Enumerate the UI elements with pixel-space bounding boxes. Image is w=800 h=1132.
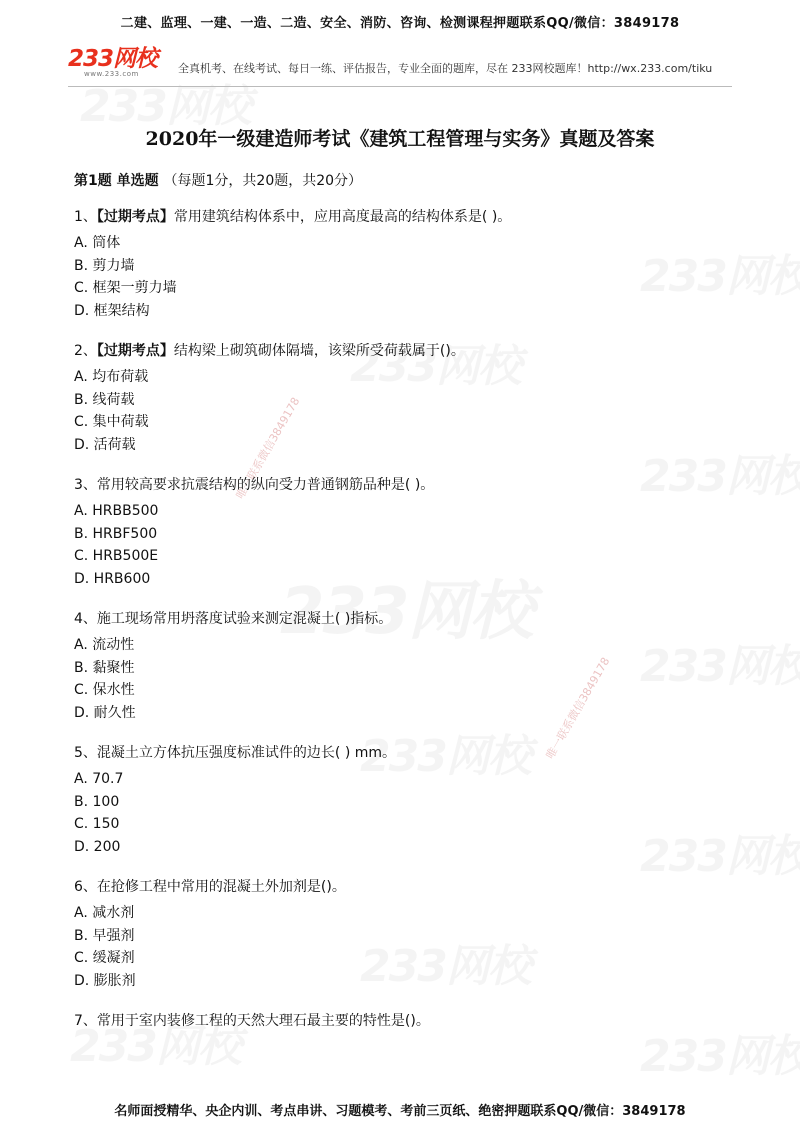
answer-option: A. 减水剂 — [74, 905, 135, 921]
answer-option: B. 剪力墙 — [74, 257, 135, 274]
question-number: 2、 — [74, 343, 97, 359]
section-label: 第1题 单选题 — [74, 173, 159, 189]
header-logo-row — [68, 46, 732, 86]
question-text: 结构梁上砌筑砌体隔墙，该梁所受荷载属于()。 — [173, 343, 465, 359]
question-item — [74, 206, 734, 322]
header-tagline: 全真机考、在线考试、每日一练、评估报告，专业全面的题库，尽在 233网校题库！http://wx.233.com/tiku — [178, 62, 713, 75]
logo-text: 233网校 — [68, 46, 158, 72]
question-number: 6、 — [74, 879, 97, 895]
question-item — [74, 340, 734, 456]
answer-option: B. 线荷载 — [74, 391, 135, 408]
question-stem — [74, 340, 734, 362]
logo-url: www.233.com — [84, 70, 139, 78]
section-heading — [74, 170, 362, 190]
question-number: 1、 — [74, 209, 97, 225]
answer-option: A. 均布荷载 — [74, 369, 149, 385]
question-stem — [74, 876, 734, 898]
question-number: 4、 — [74, 611, 97, 627]
question-stem — [74, 206, 734, 228]
question-text: 混凝土立方体抗压强度标准试件的边长( ) mm。 — [96, 745, 397, 761]
question-text: 常用于室内装修工程的天然大理石最主要的特性是()。 — [96, 1013, 430, 1029]
question-item — [74, 742, 734, 858]
answer-option: D. 耐久性 — [74, 704, 136, 721]
document-title: 2020年一级建造师考试《建筑工程管理与实务》真题及答案 — [145, 128, 655, 150]
section-note: （每题1分，共20题，共20分） — [163, 173, 363, 189]
answer-option: C. 缓凝剂 — [74, 950, 135, 966]
answer-option: C. 保水性 — [74, 682, 135, 698]
answer-option: D. 框架结构 — [74, 302, 150, 319]
question-stem — [74, 474, 734, 496]
brand-logo — [68, 48, 162, 82]
answer-option: D. 膨胀剂 — [74, 972, 136, 989]
question-tag: 【过期考点】 — [96, 343, 174, 359]
question-text: 在抢修工程中常用的混凝土外加剂是()。 — [96, 879, 346, 895]
question-tag: 【过期考点】 — [96, 209, 174, 225]
answer-option: A. 70.7 — [74, 771, 124, 787]
question-item — [74, 608, 734, 724]
header-divider — [68, 86, 732, 87]
question-item — [74, 474, 734, 590]
question-text: 常用建筑结构体系中，应用高度最高的结构体系是( )。 — [173, 209, 512, 225]
question-stem — [74, 742, 734, 764]
answer-option: A. 流动性 — [74, 637, 135, 653]
answer-option: B. 100 — [74, 793, 120, 810]
question-stem — [74, 608, 734, 630]
answer-option: D. HRB600 — [74, 570, 151, 587]
answer-option: C. 150 — [74, 816, 120, 832]
question-text: 施工现场常用坍落度试验来测定混凝土( )指标。 — [96, 611, 393, 627]
question-stem — [74, 1010, 734, 1032]
top-banner: 二建、监理、一建、一造、二造、安全、消防、咨询、检测课程押题联系QQ/微信：3849178 — [120, 16, 680, 31]
question-number: 7、 — [74, 1013, 97, 1029]
footer-banner — [0, 1100, 800, 1119]
answer-option: A. HRBB500 — [74, 503, 159, 519]
answer-option: A. 筒体 — [74, 235, 121, 251]
question-text: 常用较高要求抗震结构的纵向受力普通钢筋品种是( )。 — [96, 477, 435, 493]
answer-option: B. HRBF500 — [74, 525, 158, 542]
question-item — [74, 1010, 734, 1032]
answer-option: B. 黏聚性 — [74, 659, 135, 676]
question-number: 3、 — [74, 477, 97, 493]
answer-option: D. 200 — [74, 838, 121, 855]
question-item — [74, 876, 734, 992]
answer-option: C. HRB500E — [74, 548, 159, 564]
question-number: 5、 — [74, 745, 97, 761]
watermark-contact: 唯一联系微信3849178 — [233, 395, 303, 502]
answer-option: C. 框架一剪力墙 — [74, 280, 177, 296]
answer-option: D. 活荷载 — [74, 436, 136, 453]
watermark-contact: 唯一联系微信3849178 — [543, 655, 613, 762]
answer-option: B. 早强剂 — [74, 927, 135, 944]
question-list — [74, 206, 734, 1050]
answer-option: C. 集中荷载 — [74, 414, 149, 430]
footer-text: 名师面授精华、央企内训、考点串讲、习题模考、考前三页纸、绝密押题联系QQ/微信：3849178 — [114, 1104, 686, 1119]
